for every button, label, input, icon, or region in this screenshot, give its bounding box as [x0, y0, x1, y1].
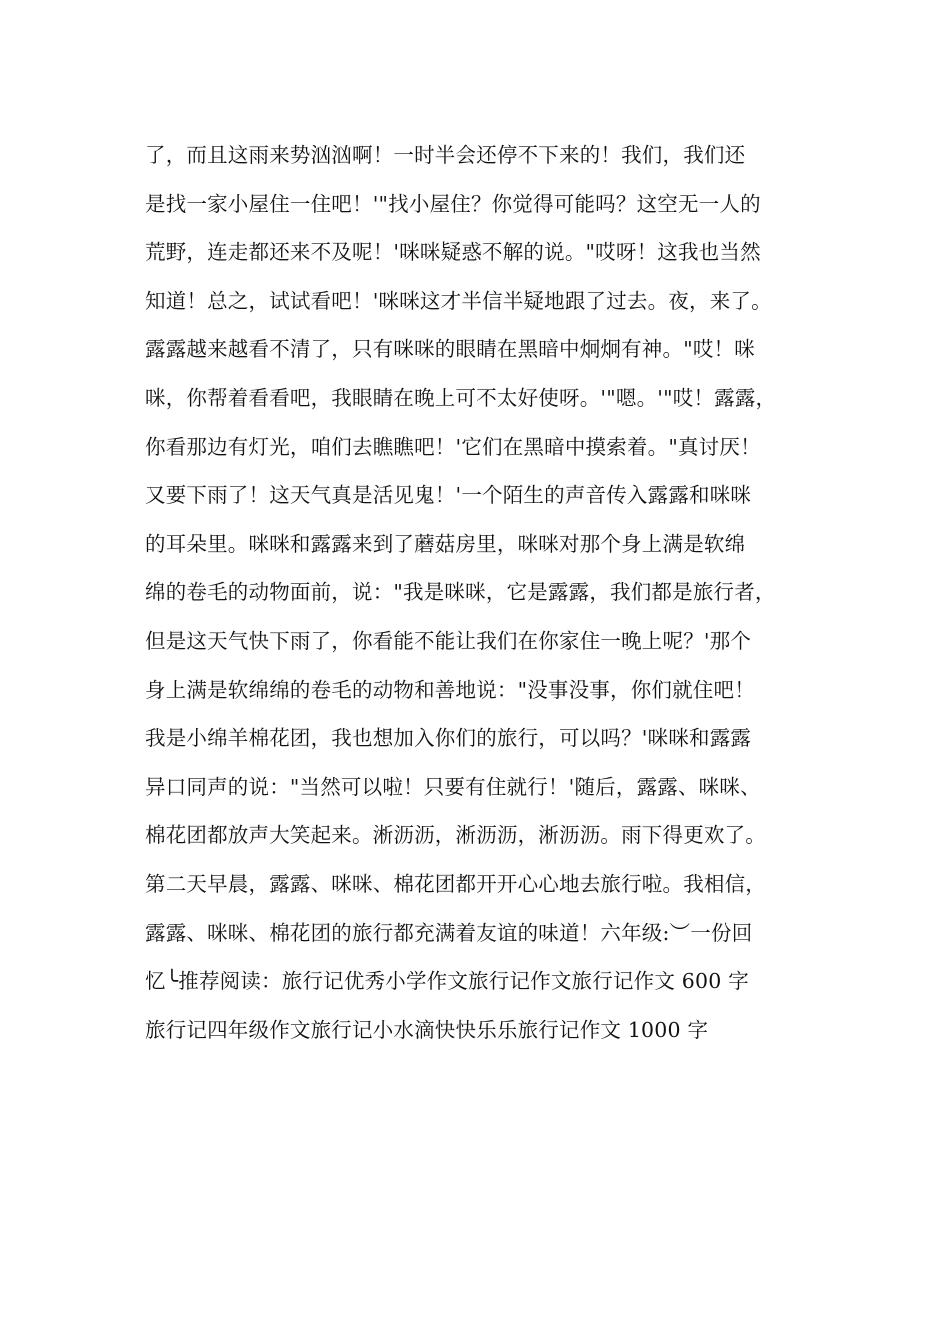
- text-line-18: 忆╰推荐阅读：旅行记优秀小学作文旅行记作文旅行记作文 600 字: [145, 969, 749, 994]
- text-line-8: 又要下雨了！这天气真是活见鬼！'一个陌生的声音传入露露和咪咪: [145, 483, 752, 508]
- body-text: [145, 131, 825, 1054]
- text-line-4: 知道！总之，试试看吧！'咪咪这才半信半疑地跟了过去。夜，来了。: [145, 288, 772, 313]
- text-line-2: 是找一家小屋住一住吧！'"找小屋住？你觉得可能吗？这空无一人的: [145, 191, 761, 216]
- text-line-7: 你看那边有灯光，咱们去瞧瞧吧！'它们在黑暗中摸索着。"真讨厌！: [145, 434, 761, 459]
- text-line-1: 了，而且这雨来势汹汹啊！一时半会还停不下来的！我们，我们还: [145, 143, 746, 167]
- text-line-17: 露露、咪咪、棉花团的旅行都充满着友谊的味道！六年级:︶一份回: [145, 920, 753, 945]
- text-line-5: 露露越来越看不清了，只有咪咪的眼睛在黑暗中炯炯有神。"哎！咪: [145, 337, 755, 362]
- text-line-10: 绵的卷毛的动物面前，说："我是咪咪，它是露露，我们都是旅行者，: [145, 580, 776, 605]
- text-line-12: 身上满是软绵绵的卷毛的动物和善地说："没事没事，你们就住吧！: [145, 677, 755, 702]
- text-line-16: 第二天早晨，露露、咪咪、棉花团都开开心心地去旅行啦。我相信，: [145, 871, 766, 896]
- text-line-3: 荒野，连走都还来不及呢！'咪咪疑惑不解的说。"哎呀！这我也当然: [145, 240, 761, 265]
- text-line-15: 棉花团都放声大笑起来。淅沥沥，淅沥沥，淅沥沥。雨下得更欢了。: [145, 823, 766, 848]
- text-line-9: 的耳朵里。咪咪和露露来到了蘑菇房里，咪咪对那个身上满是软绵: [145, 531, 746, 556]
- text-line-19: 旅行记四年级作文旅行记小水滴快快乐乐旅行记作文 1000 字: [145, 1017, 709, 1042]
- text-line-11: 但是这天气快下雨了，你看能不能让我们在你家住一晚上呢？'那个: [145, 628, 752, 653]
- text-line-6: 咪，你帮着看看吧，我眼睛在晚上可不太好使呀。'"嗯。'"哎！露露，: [145, 385, 777, 410]
- text-line-13: 我是小绵羊棉花团，我也想加入你们的旅行，可以吗？'咪咪和露露: [145, 726, 752, 751]
- text-line-14: 异口同声的说："当然可以啦！只要有住就行！'随后，露露、咪咪、: [145, 774, 761, 799]
